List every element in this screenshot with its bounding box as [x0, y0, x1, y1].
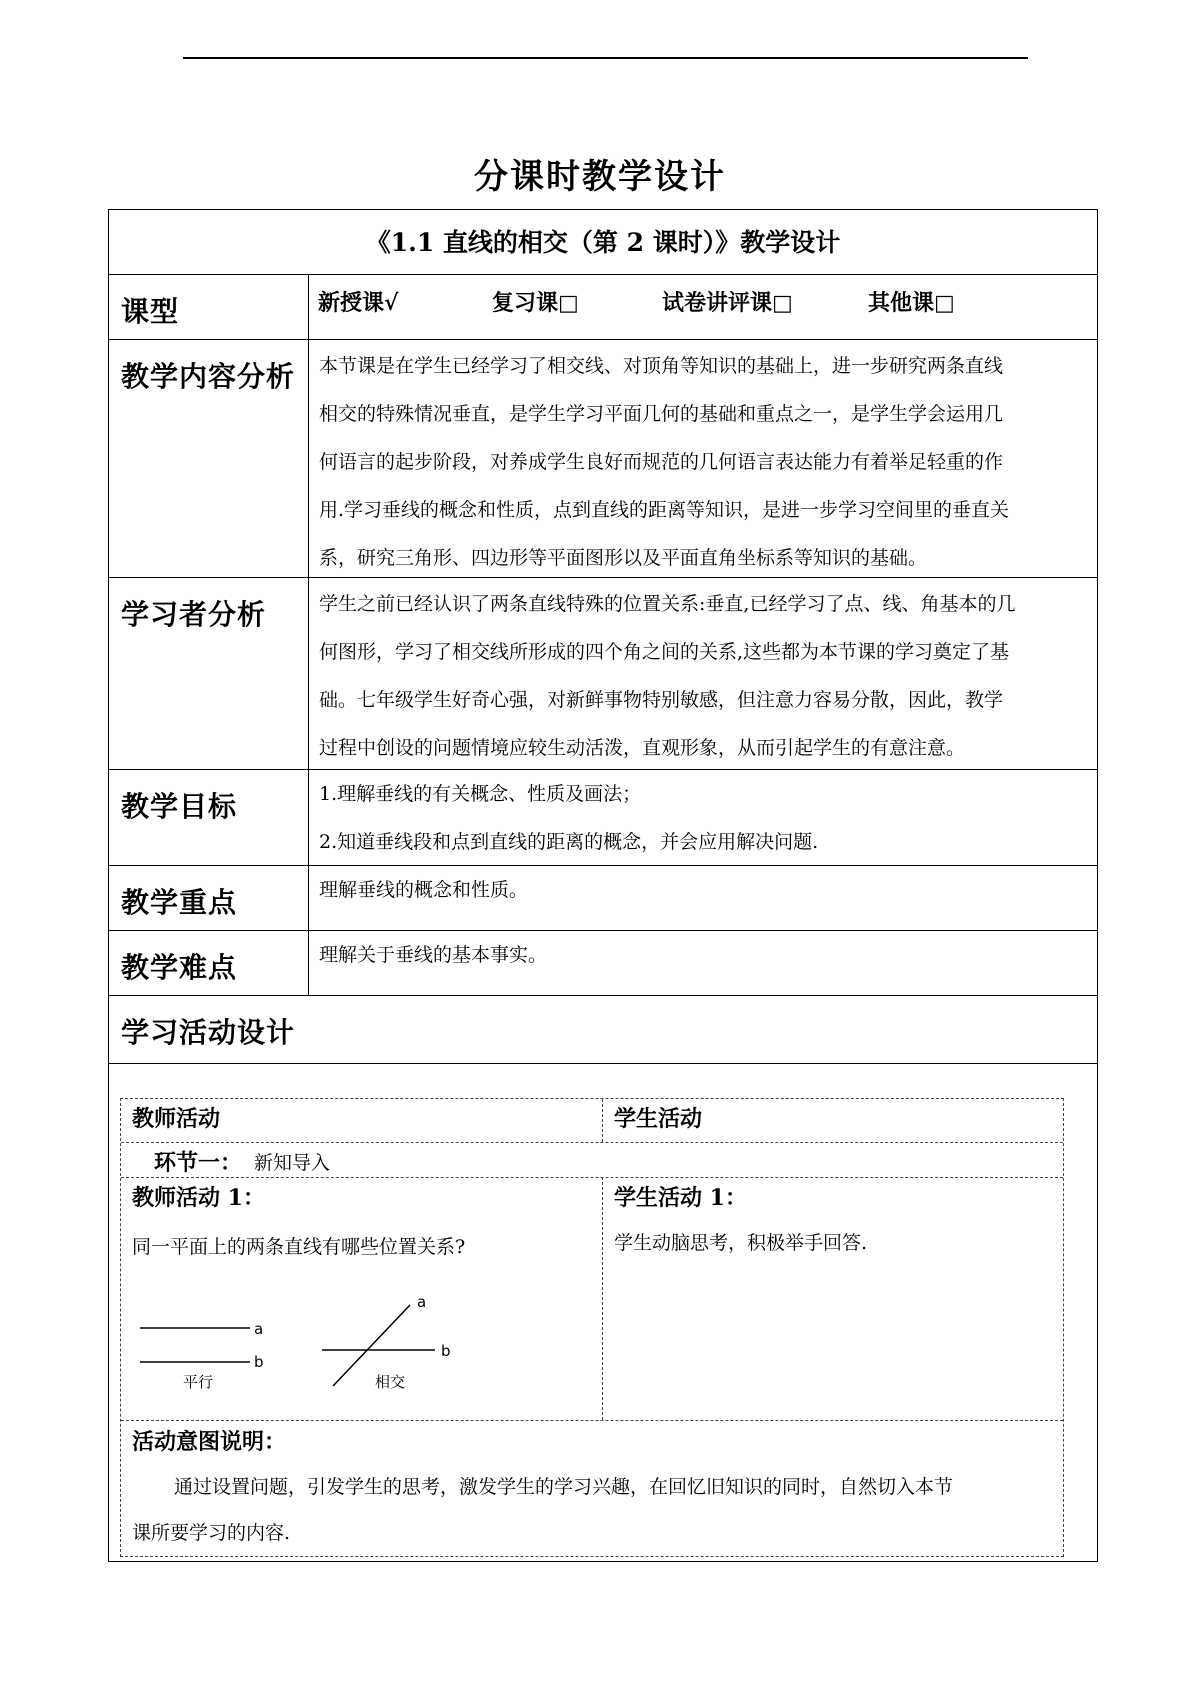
text-line: 学生之前已经认识了两条直线特殊的位置关系:垂直,已经学习了点、线、角基本的几 — [319, 593, 1016, 615]
activity-design-label: 学习活动设计 — [121, 1016, 296, 1049]
text-line: 过程中创设的问题情境应较生动活泼，直观形象，从而引起学生的有意注意。 — [319, 737, 966, 759]
row-divider — [109, 1063, 1097, 1064]
document-title: 分课时教学设计 — [474, 157, 726, 197]
teacher-activity-1-text: 同一平面上的两条直线有哪些位置关系? — [132, 1236, 466, 1258]
student-activity-1-title: 学生活动 1： — [614, 1185, 747, 1211]
text-line: 理解垂线的概念和性质。 — [319, 879, 529, 901]
text-line: 系，研究三角形、四边形等平面图形以及平面直角坐标系等知识的基础。 — [319, 547, 928, 569]
header-rule — [183, 57, 1028, 59]
row-divider — [109, 995, 1097, 996]
activity-column-divider — [602, 1099, 603, 1142]
lesson-type-label: 课型 — [121, 295, 180, 328]
row-divider — [109, 339, 1097, 340]
objectives-label: 教学目标 — [121, 790, 238, 823]
activity-row-divider — [121, 1420, 1063, 1421]
difficulties-text — [319, 931, 1089, 979]
objectives-text — [319, 770, 1089, 866]
teacher-activity-1-title: 教师活动 1： — [132, 1185, 265, 1211]
column-divider — [308, 274, 309, 995]
intersect-diagram — [322, 1293, 451, 1391]
intent-title: 活动意图说明： — [132, 1429, 287, 1455]
student-activity-header: 学生活动 — [614, 1106, 703, 1132]
stage-name: 新知导入 — [254, 1152, 331, 1174]
lesson-type-option-review: 复习课□ — [492, 290, 579, 316]
lesson-subtitle: 《1.1 直线的相交（第 2 课时）》教学设计 — [365, 228, 841, 257]
stage-label: 环节一： — [154, 1150, 243, 1176]
text-line: 理解关于垂线的基本事实。 — [319, 944, 548, 966]
intent-line-2: 课所要学习的内容. — [132, 1522, 291, 1544]
content-analysis-label: 教学内容分析 — [121, 360, 296, 393]
text-line: 本节课是在学生已经学习了相交线、对顶角等知识的基础上，进一步研究两条直线 — [319, 355, 1004, 377]
parallel-label-a: a — [254, 1320, 264, 1338]
key-points-text — [319, 866, 1089, 914]
text-line: 2.知道垂线段和点到直线的距离的概念，并会应用解决问题. — [319, 831, 819, 853]
parallel-caption: 平行 — [183, 1373, 214, 1391]
lesson-type-option-other: 其他课□ — [868, 290, 955, 316]
key-points-label: 教学重点 — [121, 886, 238, 919]
learner-analysis-text — [319, 580, 1089, 772]
activity-row-divider — [121, 1142, 1063, 1143]
difficulties-label: 教学难点 — [121, 951, 238, 984]
activity-column-divider — [602, 1177, 603, 1420]
text-line: 1.理解垂线的有关概念、性质及画法； — [319, 783, 642, 805]
lesson-type-option-exam-review: 试卷讲评课□ — [662, 290, 793, 316]
parallel-diagram — [140, 1320, 264, 1391]
content-analysis-text — [319, 342, 1089, 582]
intersect-label-a: a — [417, 1293, 427, 1311]
intent-line-1: 通过设置问题，引发学生的思考，激发学生的学习兴趣，在回忆旧知识的同时，自然切入本节 — [174, 1476, 954, 1498]
teacher-activity-header: 教师活动 — [132, 1106, 221, 1132]
learner-analysis-label: 学习者分析 — [121, 598, 267, 631]
row-divider — [109, 274, 1097, 275]
text-line: 相交的特殊情况垂直，是学生学习平面几何的基础和重点之一，是学生学会运用几 — [319, 403, 1004, 425]
intersect-label-b: b — [441, 1342, 451, 1360]
text-line: 用.学习垂线的概念和性质，点到直线的距离等知识，是进一步学习空间里的垂直关 — [319, 499, 1010, 521]
parallel-label-b: b — [254, 1353, 264, 1371]
text-line: 础。七年级学生好奇心强，对新鲜事物特别敏感，但注意力容易分散，因此，教学 — [319, 689, 1004, 711]
intersect-caption: 相交 — [375, 1373, 406, 1391]
student-activity-1-text: 学生动脑思考，积极举手回答. — [614, 1232, 868, 1254]
lesson-type-option-new: 新授课√ — [318, 290, 399, 316]
text-line: 何图形，学习了相交线所形成的四个角之间的关系,这些都为本节课的学习奠定了基 — [319, 641, 1010, 663]
text-line: 何语言的起步阶段，对养成学生良好而规范的几何语言表达能力有着举足轻重的作 — [319, 451, 1004, 473]
activity-row-divider — [121, 1177, 1063, 1178]
line-relationship-diagram — [130, 1285, 470, 1400]
